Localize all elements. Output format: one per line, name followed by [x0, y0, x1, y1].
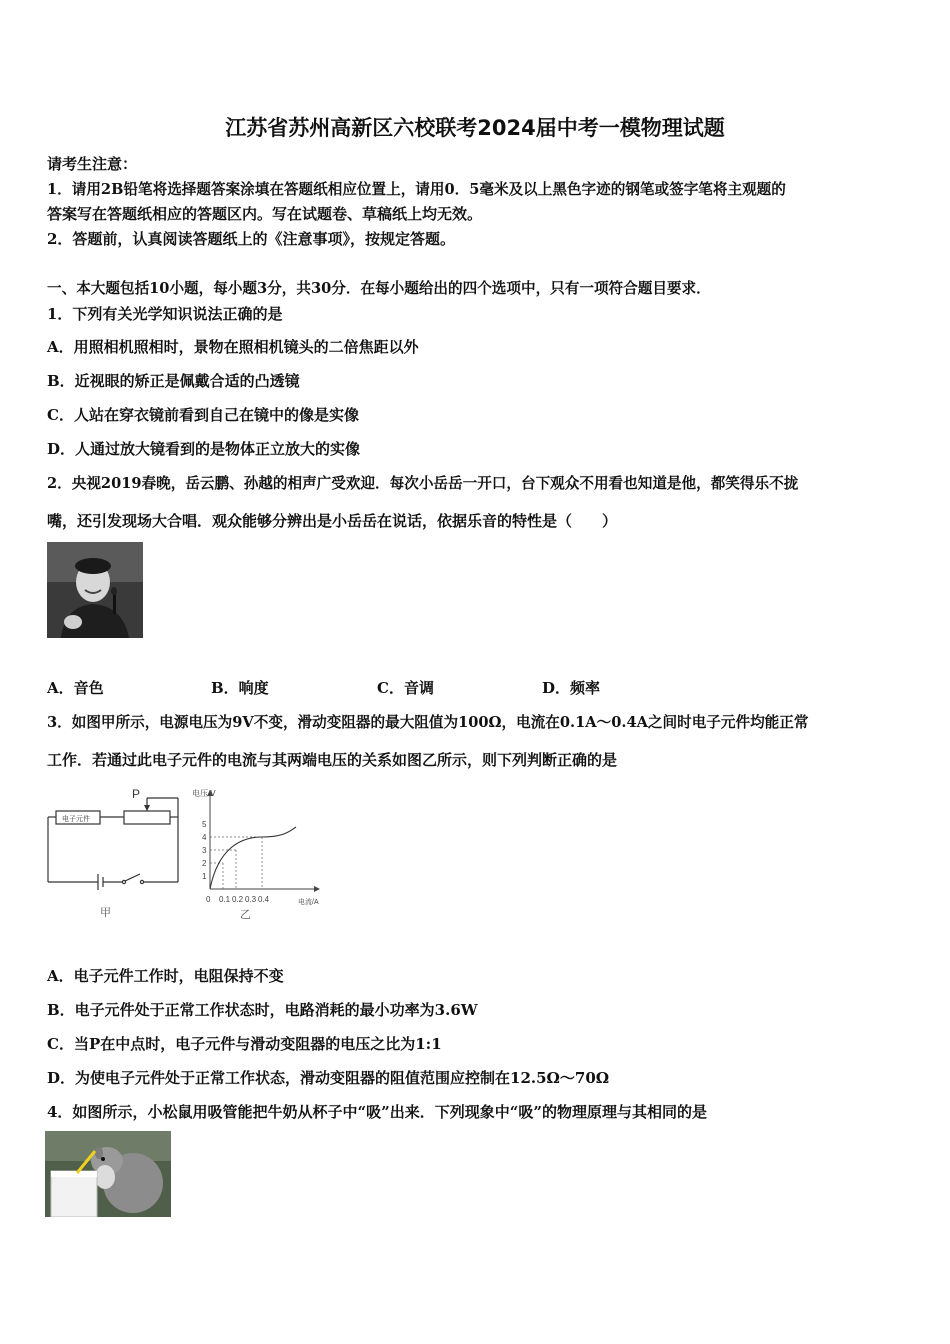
q2-option-d: D．频率: [542, 679, 601, 697]
component-label: 电子元件: [62, 816, 90, 823]
page-title: 江苏省苏州高新区六校联考2024届中考一模物理试题: [225, 116, 725, 140]
notice-line-1b: 答案写在答题纸相应的答题区内。写在试题卷、草稿纸上均无效。: [47, 205, 483, 223]
y-tick-label: 4: [202, 833, 207, 842]
slider-label: P: [132, 787, 141, 801]
x-tick-label: 0.1: [219, 895, 231, 904]
x-tick-label: 0.3: [245, 895, 257, 904]
q2-stem-line2: 嘴，还引发现场大合唱．观众能够分辨出是小岳岳在说话，依据乐音的特性是（ ）: [47, 512, 618, 530]
graph-figure-yi: [190, 784, 340, 944]
squirrel-photo: [45, 1131, 171, 1217]
figure-jia-caption: 甲: [100, 907, 111, 919]
q3-option-b: B．电子元件处于正常工作状态时，电路消耗的最小功率为3.6W: [47, 1001, 478, 1019]
q1-option-b: B．近视眼的矫正是佩戴合适的凸透镜: [47, 372, 300, 390]
q3-option-c: C．当P在中点时，电子元件与滑动变阻器的电压之比为1:1: [47, 1035, 442, 1053]
q1-option-c: C．人站在穿衣镜前看到自己在镜中的像是实像: [47, 406, 359, 424]
q1-option-a: A．用照相机照相时，景物在照相机镜头的二倍焦距以外: [47, 338, 419, 356]
y-axis-label: 电压/V: [192, 789, 216, 798]
y-tick-label: 5: [202, 820, 207, 829]
q4-stem: 4．如图所示，小松鼠用吸管能把牛奶从杯子中“吸”出来．下列现象中“吸”的物理原理与其相同的是: [47, 1103, 707, 1121]
x-axis-label: 电流/A: [298, 899, 319, 906]
notice-heading: 请考生注意：: [47, 155, 138, 173]
q2-option-a: A．音色: [47, 679, 104, 697]
q2-option-c: C．音调: [377, 679, 434, 697]
q3-stem-line1: 3．如图甲所示，电源电压为9V不变，滑动变阻器的最大阻值为100Ω，电流在0.1A～0.4A之间时电子元件均能正常: [47, 714, 809, 731]
y-tick-label: 2: [202, 859, 207, 868]
x-tick-label: 0.4: [258, 895, 270, 904]
x-tick-label: 0.2: [232, 895, 244, 904]
notice-line-1a: 1．请用2B铅笔将选择题答案涂填在答题纸相应位置上，请用0．5毫米及以上黑色字迹的钢笔或签字笔将主观题的: [47, 181, 786, 198]
origin-label: 0: [206, 895, 211, 904]
notice-line-2: 2．答题前，认真阅读答题纸上的《注意事项》，按规定答题。: [47, 230, 455, 248]
y-tick-label: 3: [202, 846, 207, 855]
q1-stem: 1．下列有关光学知识说法正确的是: [47, 305, 283, 323]
section-heading: 一、本大题包括10小题，每小题3分，共30分．在每小题给出的四个选项中，只有一项符合题目要求．: [47, 280, 711, 297]
performer-photo: [47, 542, 143, 638]
q3-option-a: A．电子元件工作时，电阻保持不变: [47, 967, 284, 985]
circuit-figure-jia: [44, 784, 184, 924]
q2-option-b: B．响度: [211, 679, 269, 697]
q1-option-d: D．人通过放大镜看到的是物体正立放大的实像: [47, 440, 361, 458]
q3-stem-line2: 工作．若通过此电子元件的电流与其两端电压的关系如图乙所示，则下列判断正确的是: [47, 751, 618, 769]
y-tick-label: 1: [202, 872, 207, 881]
q3-option-d: D．为使电子元件处于正常工作状态，滑动变阻器的阻值范围应控制在12.5Ω～70Ω: [47, 1069, 610, 1087]
q2-stem-line1: 2．央视2019春晚，岳云鹏、孙越的相声广受欢迎．每次小岳岳一开口，台下观众不用看也知道是他，都笑得乐不拢: [47, 475, 799, 492]
figure-yi-caption: 乙: [240, 909, 251, 921]
